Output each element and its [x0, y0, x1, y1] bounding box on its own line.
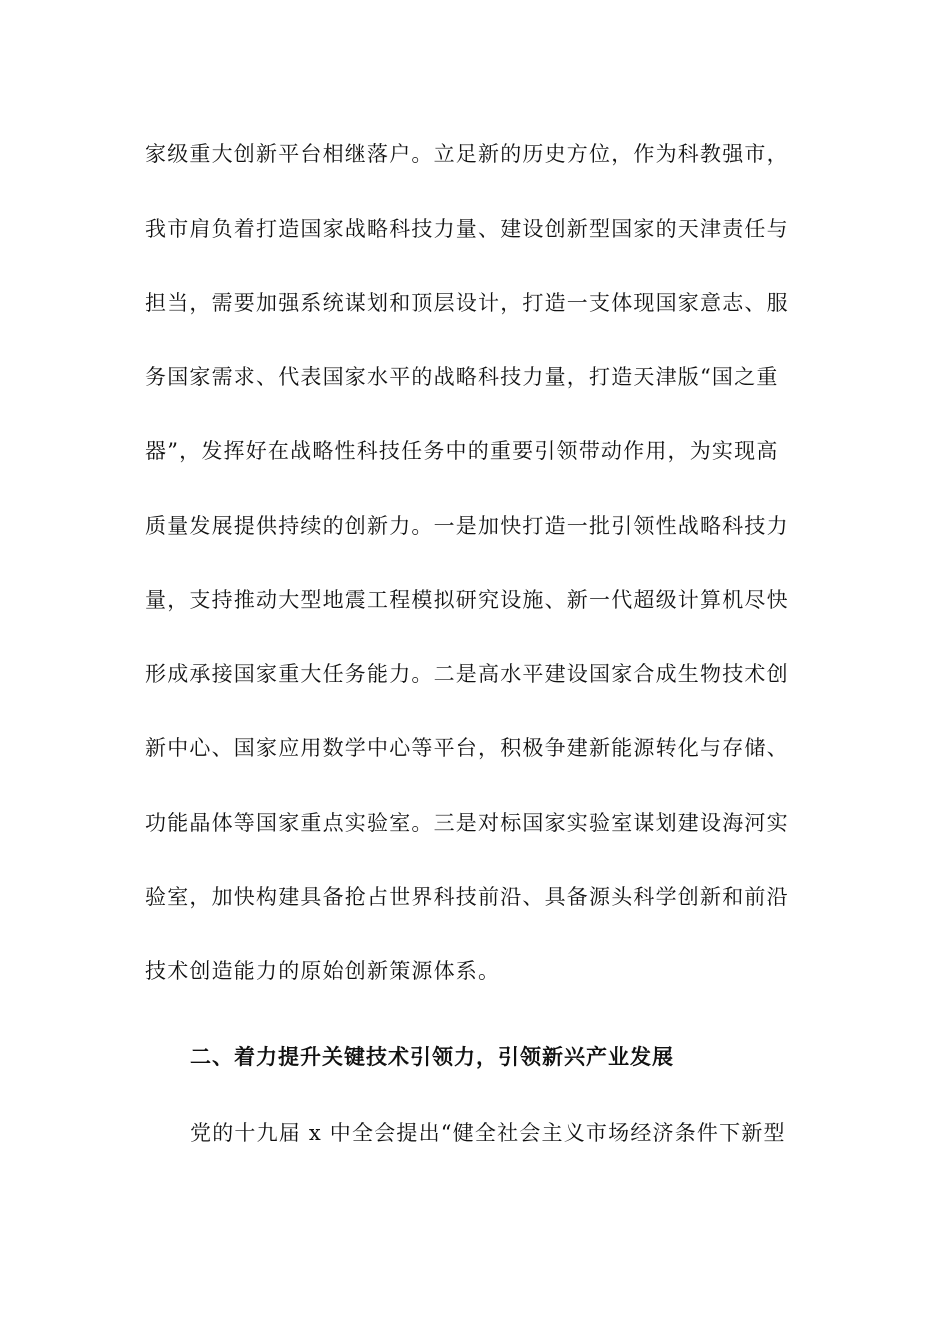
paragraph-line: 技术创造能力的原始创新策源体系。: [145, 959, 501, 983]
paragraph-line: 功能晶体等国家重点实验室。三是对标国家实验室谋划建设海河实: [145, 811, 789, 835]
section-heading: 二、着力提升关键技术引领力，引领新兴产业发展: [190, 1045, 674, 1069]
paragraph-line: 形成承接国家重大任务能力。二是高水平建设国家合成生物技术创: [145, 662, 789, 686]
paragraph-line: 家级重大创新平台相继落户。立足新的历史方位，作为科教强市，: [145, 142, 789, 166]
paragraph-line: 质量发展提供持续的创新力。一是加快打造一批引领性战略科技力: [145, 514, 789, 538]
paragraph-line: 党的十九届 x 中全会提出“健全社会主义市场经济条件下新型: [190, 1121, 786, 1145]
paragraph-line: 新中心、国家应用数学中心等平台，积极争建新能源转化与存储、: [145, 736, 789, 760]
paragraph-line: 验室，加快构建具备抢占世界科技前沿、具备源头科学创新和前沿: [145, 885, 789, 909]
paragraph-line: 担当，需要加强系统谋划和顶层设计，打造一支体现国家意志、服: [145, 291, 789, 315]
paragraph-line: 量，支持推动大型地震工程模拟研究设施、新一代超级计算机尽快: [145, 588, 789, 612]
paragraph-line: 务国家需求、代表国家水平的战略科技力量，打造天津版“国之重: [145, 365, 779, 389]
paragraph-line: 器”，发挥好在战略性科技任务中的重要引领带动作用，为实现高: [145, 439, 779, 463]
paragraph-line: 我市肩负着打造国家战略科技力量、建设创新型国家的天津责任与: [145, 217, 789, 241]
